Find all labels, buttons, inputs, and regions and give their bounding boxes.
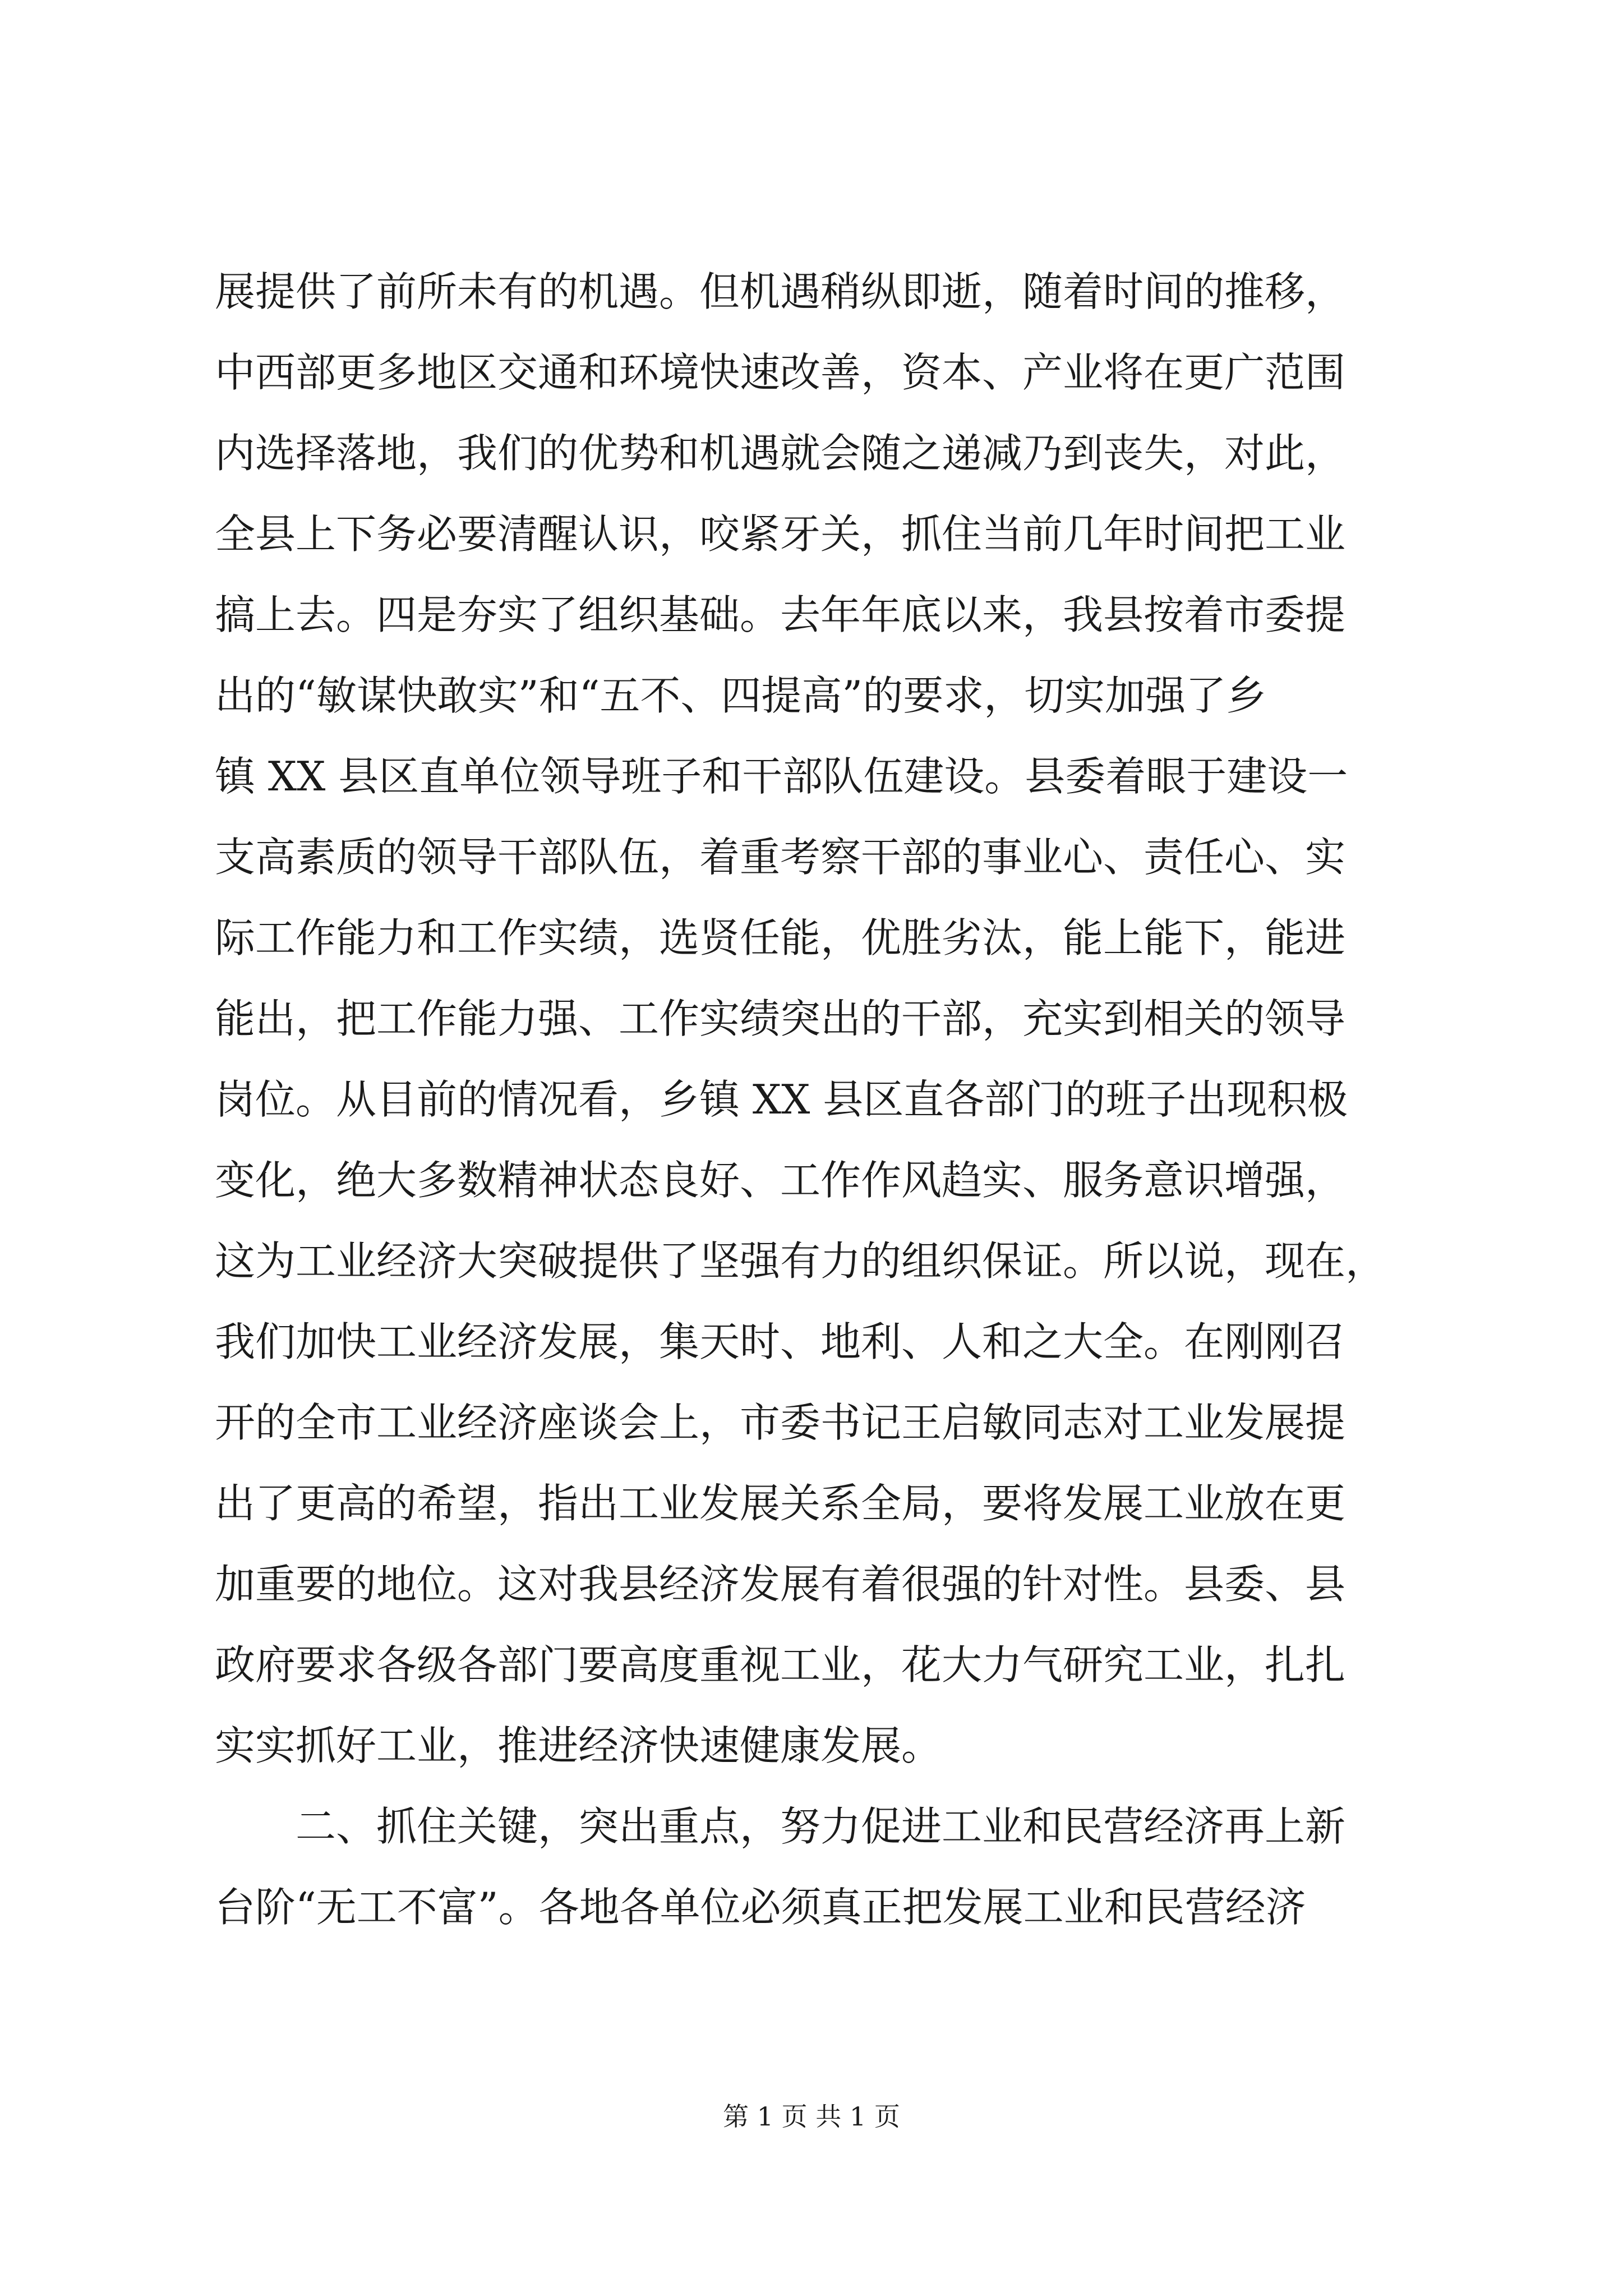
text-line: 镇 XX 县区直单位领导班子和干部队伍建设。县委着眼于建设一 <box>215 753 1348 800</box>
text-line: 岗位。从目前的情况看，乡镇 XX 县区直各部门的班子出现积极 <box>215 1076 1348 1123</box>
page-footer: 第 1 页 共 1 页 <box>723 2101 900 2132</box>
text-line: 支高素质的领导干部队伍，着重考察干部的事业心、责任心、实 <box>215 834 1346 881</box>
text-line: 加重要的地位。这对我县经济发展有着很强的针对性。县委、县 <box>215 1561 1346 1608</box>
text-line: 我们加快工业经济发展，集天时、地利、人和之大全。在刚刚召 <box>215 1318 1346 1365</box>
text-line: 二、抓住关键，突出重点，努力促进工业和民营经济再上新 <box>215 1803 1346 1850</box>
text-line: 中西部更多地区交通和环境快速改善，资本、产业将在更广范围 <box>215 349 1346 396</box>
text-line: 出的“敏谋快敢实”和“五不、四提高”的要求，切实加强了乡 <box>215 672 1267 719</box>
text-line: 全县上下务必要清醒认识，咬紧牙关，抓住当前几年时间把工业 <box>215 510 1346 558</box>
text-line: 台阶“无工不富”。各地各单位必须真正把发展工业和民营经济 <box>215 1884 1306 1931</box>
text-line: 这为工业经济大突破提供了坚强有力的组织保证。所以说，现在， <box>215 1237 1386 1285</box>
text-line: 变化，绝大多数精神状态良好、工作作风趋实、服务意识增强， <box>215 1157 1346 1204</box>
text-line: 展提供了前所未有的机遇。但机遇稍纵即逝，随着时间的推移， <box>215 268 1346 315</box>
text-line: 实实抓好工业，推进经济快速健康发展。 <box>215 1722 942 1769</box>
text-line: 内选择落地，我们的优势和机遇就会随之递减乃到丧失，对此， <box>215 430 1346 477</box>
text-line: 能出，把工作能力强、工作实绩突出的干部，充实到相关的领导 <box>215 995 1346 1042</box>
text-line: 政府要求各级各部门要高度重视工业，花大力气研究工业，扎扎 <box>215 1641 1346 1688</box>
text-line: 开的全市工业经济座谈会上，市委书记王启敏同志对工业发展提 <box>215 1399 1346 1446</box>
text-line: 搞上去。四是夯实了组织基础。去年年底以来，我县按着市委提 <box>215 591 1346 638</box>
text-line: 出了更高的希望，指出工业发展关系全局，要将发展工业放在更 <box>215 1480 1346 1527</box>
text-line: 际工作能力和工作实绩，选贤任能，优胜劣汰，能上能下，能进 <box>215 914 1346 961</box>
